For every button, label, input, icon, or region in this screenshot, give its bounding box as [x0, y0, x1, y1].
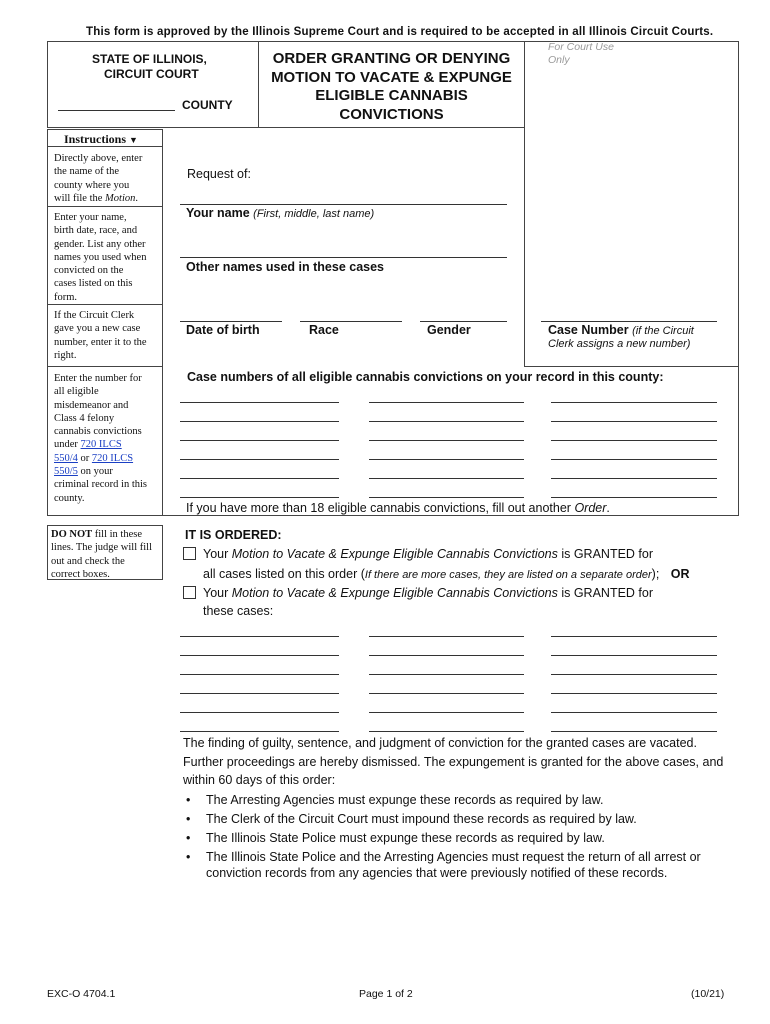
- instr-divider-2: [47, 304, 163, 305]
- statute-link-550-4[interactable]: 720 ILCS: [80, 439, 122, 451]
- granted-case-line-r4-c2[interactable]: [369, 693, 524, 694]
- title-line-3: ELIGIBLE CANNABIS: [315, 87, 468, 104]
- order-heading: IT IS ORDERED:: [185, 528, 282, 542]
- conviction-case-line-r6-c2[interactable]: [369, 497, 524, 498]
- granted-case-line-r4-c1[interactable]: [180, 693, 339, 694]
- bullet-2-text: The Clerk of the Circuit Court must impound these records as required by law.: [206, 812, 637, 826]
- granted-case-line-r1-c2[interactable]: [369, 636, 524, 637]
- conviction-case-line-r3-c2[interactable]: [369, 440, 524, 441]
- granted-some-text: Your Motion to Vacate & Expunge Eligible Cannabis Convictions is GRANTED for: [203, 586, 654, 600]
- state-label: STATE OF ILLINOIS,: [92, 52, 207, 66]
- granted-case-line-r1-c1[interactable]: [180, 636, 339, 637]
- convictions-heading: Case numbers of all eligible cannabis convictions on your record in this county:: [187, 370, 664, 384]
- dob-line[interactable]: [180, 321, 282, 322]
- bullet-2: •: [186, 812, 191, 826]
- form-date: (10/21): [691, 988, 725, 1000]
- granted-all-text-2: all cases listed on this order (If there are more cases, they are listed on a separate order); OR: [203, 567, 690, 581]
- instr-convictions: Enter the number for all eligible misdemeanor and Class 4 felony cannabis convictions under 720 ILCS 550/4 or 720 ILCS 550/5 on your criminal record in this county.: [54, 373, 148, 504]
- conviction-case-line-r4-c1[interactable]: [180, 459, 339, 460]
- instr-divider-1: [47, 206, 163, 207]
- granted-case-line-r6-c3[interactable]: [551, 731, 717, 732]
- page-number: Page 1 of 2: [359, 988, 413, 1000]
- instructions-header[interactable]: Instructions ▼: [64, 132, 138, 146]
- conviction-case-line-r3-c3[interactable]: [551, 440, 717, 441]
- granted-case-line-r2-c3[interactable]: [551, 655, 717, 656]
- gender-line[interactable]: [420, 321, 507, 322]
- granted-all-checkbox[interactable]: [183, 547, 196, 560]
- statute-link-550-5-cont[interactable]: 550/5: [54, 466, 78, 478]
- instr-divider-3: [47, 366, 163, 367]
- conviction-case-line-r2-c1[interactable]: [180, 421, 339, 422]
- granted-some-checkbox[interactable]: [183, 586, 196, 599]
- request-of-label: Request of:: [187, 167, 251, 181]
- judge-note: DO NOT fill in these lines. The judge will fill out and check the correct boxes.: [51, 529, 153, 580]
- granted-case-line-r5-c3[interactable]: [551, 712, 717, 713]
- form-id: EXC-O 4704.1: [47, 988, 116, 1000]
- section-bottom-border: [163, 515, 739, 516]
- granted-case-line-r6-c1[interactable]: [180, 731, 339, 732]
- county-field-line[interactable]: [58, 110, 175, 111]
- title-line-1: ORDER GRANTING OR DENYING: [272, 50, 511, 67]
- statute-link-550-4-cont[interactable]: 550/4: [54, 452, 78, 464]
- court-use-bottom-border: [524, 366, 739, 367]
- granted-case-line-r5-c2[interactable]: [369, 712, 524, 713]
- conviction-case-line-r1-c2[interactable]: [369, 402, 524, 403]
- granted-some-text-2: these cases:: [203, 604, 274, 618]
- granted-case-line-r4-c3[interactable]: [551, 693, 717, 694]
- conviction-case-line-r1-c3[interactable]: [551, 402, 717, 403]
- your-name-line[interactable]: [180, 257, 507, 258]
- granted-case-line-r2-c1[interactable]: [180, 655, 339, 656]
- conviction-case-line-r5-c2[interactable]: [369, 478, 524, 479]
- instr-personal: Enter your name, birth date, race, and gender. List any other names you used when convicted on the cases listed on this form.: [54, 212, 147, 303]
- instr-county: Directly above, enter the name of the county where you will file the Motion.: [54, 153, 143, 204]
- instructions-bottom-border: [47, 515, 163, 516]
- case-number-hint: Clerk assigns a new number): [548, 338, 691, 350]
- court-label: CIRCUIT COURT: [104, 67, 199, 81]
- your-name-label: Your name (First, middle, last name): [186, 206, 375, 220]
- granted-case-line-r6-c2[interactable]: [369, 731, 524, 732]
- conviction-case-line-r4-c2[interactable]: [369, 459, 524, 460]
- conviction-case-line-r1-c1[interactable]: [180, 402, 339, 403]
- granted-all-text: Your Motion to Vacate & Expunge Eligible Cannabis Convictions is GRANTED for: [203, 547, 654, 561]
- instructions-top-border: [47, 129, 163, 130]
- request-of-line[interactable]: [180, 204, 507, 205]
- conviction-case-line-r6-c1[interactable]: [180, 497, 339, 498]
- left-border: [47, 41, 48, 127]
- granted-case-line-r5-c1[interactable]: [180, 712, 339, 713]
- race-line[interactable]: [300, 321, 402, 322]
- top-border: [47, 41, 739, 42]
- right-border: [738, 41, 739, 516]
- instructions-left-border: [47, 129, 48, 516]
- court-use-label: For Court Use Only: [548, 41, 614, 66]
- conviction-case-line-r5-c1[interactable]: [180, 478, 339, 479]
- dob-label: Date of birth: [186, 323, 260, 337]
- title-right-border: [524, 41, 525, 367]
- instr-case-number: If the Circuit Clerk gave you a new case number, enter it to the right.: [54, 310, 147, 361]
- convictions-note: If you have more than 18 eligible cannabis convictions, fill out another Order.: [186, 501, 610, 515]
- bullet-3: •: [186, 831, 191, 845]
- conviction-case-line-r2-c3[interactable]: [551, 421, 717, 422]
- statute-link-550-5[interactable]: 720 ILCS: [91, 452, 134, 464]
- conviction-case-line-r6-c3[interactable]: [551, 497, 717, 498]
- header-bottom-border: [47, 127, 525, 128]
- caret-down-icon: ▼: [129, 135, 138, 145]
- bullet-3-text: The Illinois State Police must expunge these records as required by law.: [206, 831, 605, 845]
- gender-label: Gender: [427, 323, 471, 337]
- bullet-4: •: [186, 850, 191, 864]
- bullet-1-text: The Arresting Agencies must expunge these records as required by law.: [206, 793, 604, 807]
- county-label: COUNTY: [182, 98, 233, 112]
- granted-case-line-r1-c3[interactable]: [551, 636, 717, 637]
- title-line-2: MOTION TO VACATE & EXPUNGE: [271, 68, 512, 86]
- instructions-right-border: [162, 129, 163, 516]
- approval-notice: This form is approved by the Illinois Supreme Court and is required to be accepted in all Illinois Circuit Courts.: [86, 26, 714, 38]
- conviction-case-line-r5-c3[interactable]: [551, 478, 717, 479]
- granted-case-line-r3-c2[interactable]: [369, 674, 524, 675]
- conviction-case-line-r3-c1[interactable]: [180, 440, 339, 441]
- finding-paragraph: The finding of guilty, sentence, and judgment of conviction for the granted cases are vacated. Further proceedings are hereby dismissed. The expungement is granted for the above cases, and within 60 days of this order:: [183, 736, 724, 787]
- granted-case-line-r2-c2[interactable]: [369, 655, 524, 656]
- race-label: Race: [309, 323, 339, 337]
- form-title: [259, 50, 524, 124]
- case-number-label: Case Number (if the Circuit: [548, 323, 694, 337]
- conviction-case-line-r2-c2[interactable]: [369, 421, 524, 422]
- other-names-label: Other names used in these cases: [186, 260, 385, 274]
- case-number-line[interactable]: [541, 321, 717, 322]
- title-line-4: CONVICTIONS: [339, 105, 444, 123]
- conviction-case-line-r4-c3[interactable]: [551, 459, 717, 460]
- granted-case-line-r3-c3[interactable]: [551, 674, 717, 675]
- bullet-1: •: [186, 793, 191, 807]
- bullet-4-text: The Illinois State Police and the Arresting Agencies must request the return of all arrest or conviction records from any agencies that were previously notified of these records.: [206, 850, 701, 880]
- granted-case-line-r3-c1[interactable]: [180, 674, 339, 675]
